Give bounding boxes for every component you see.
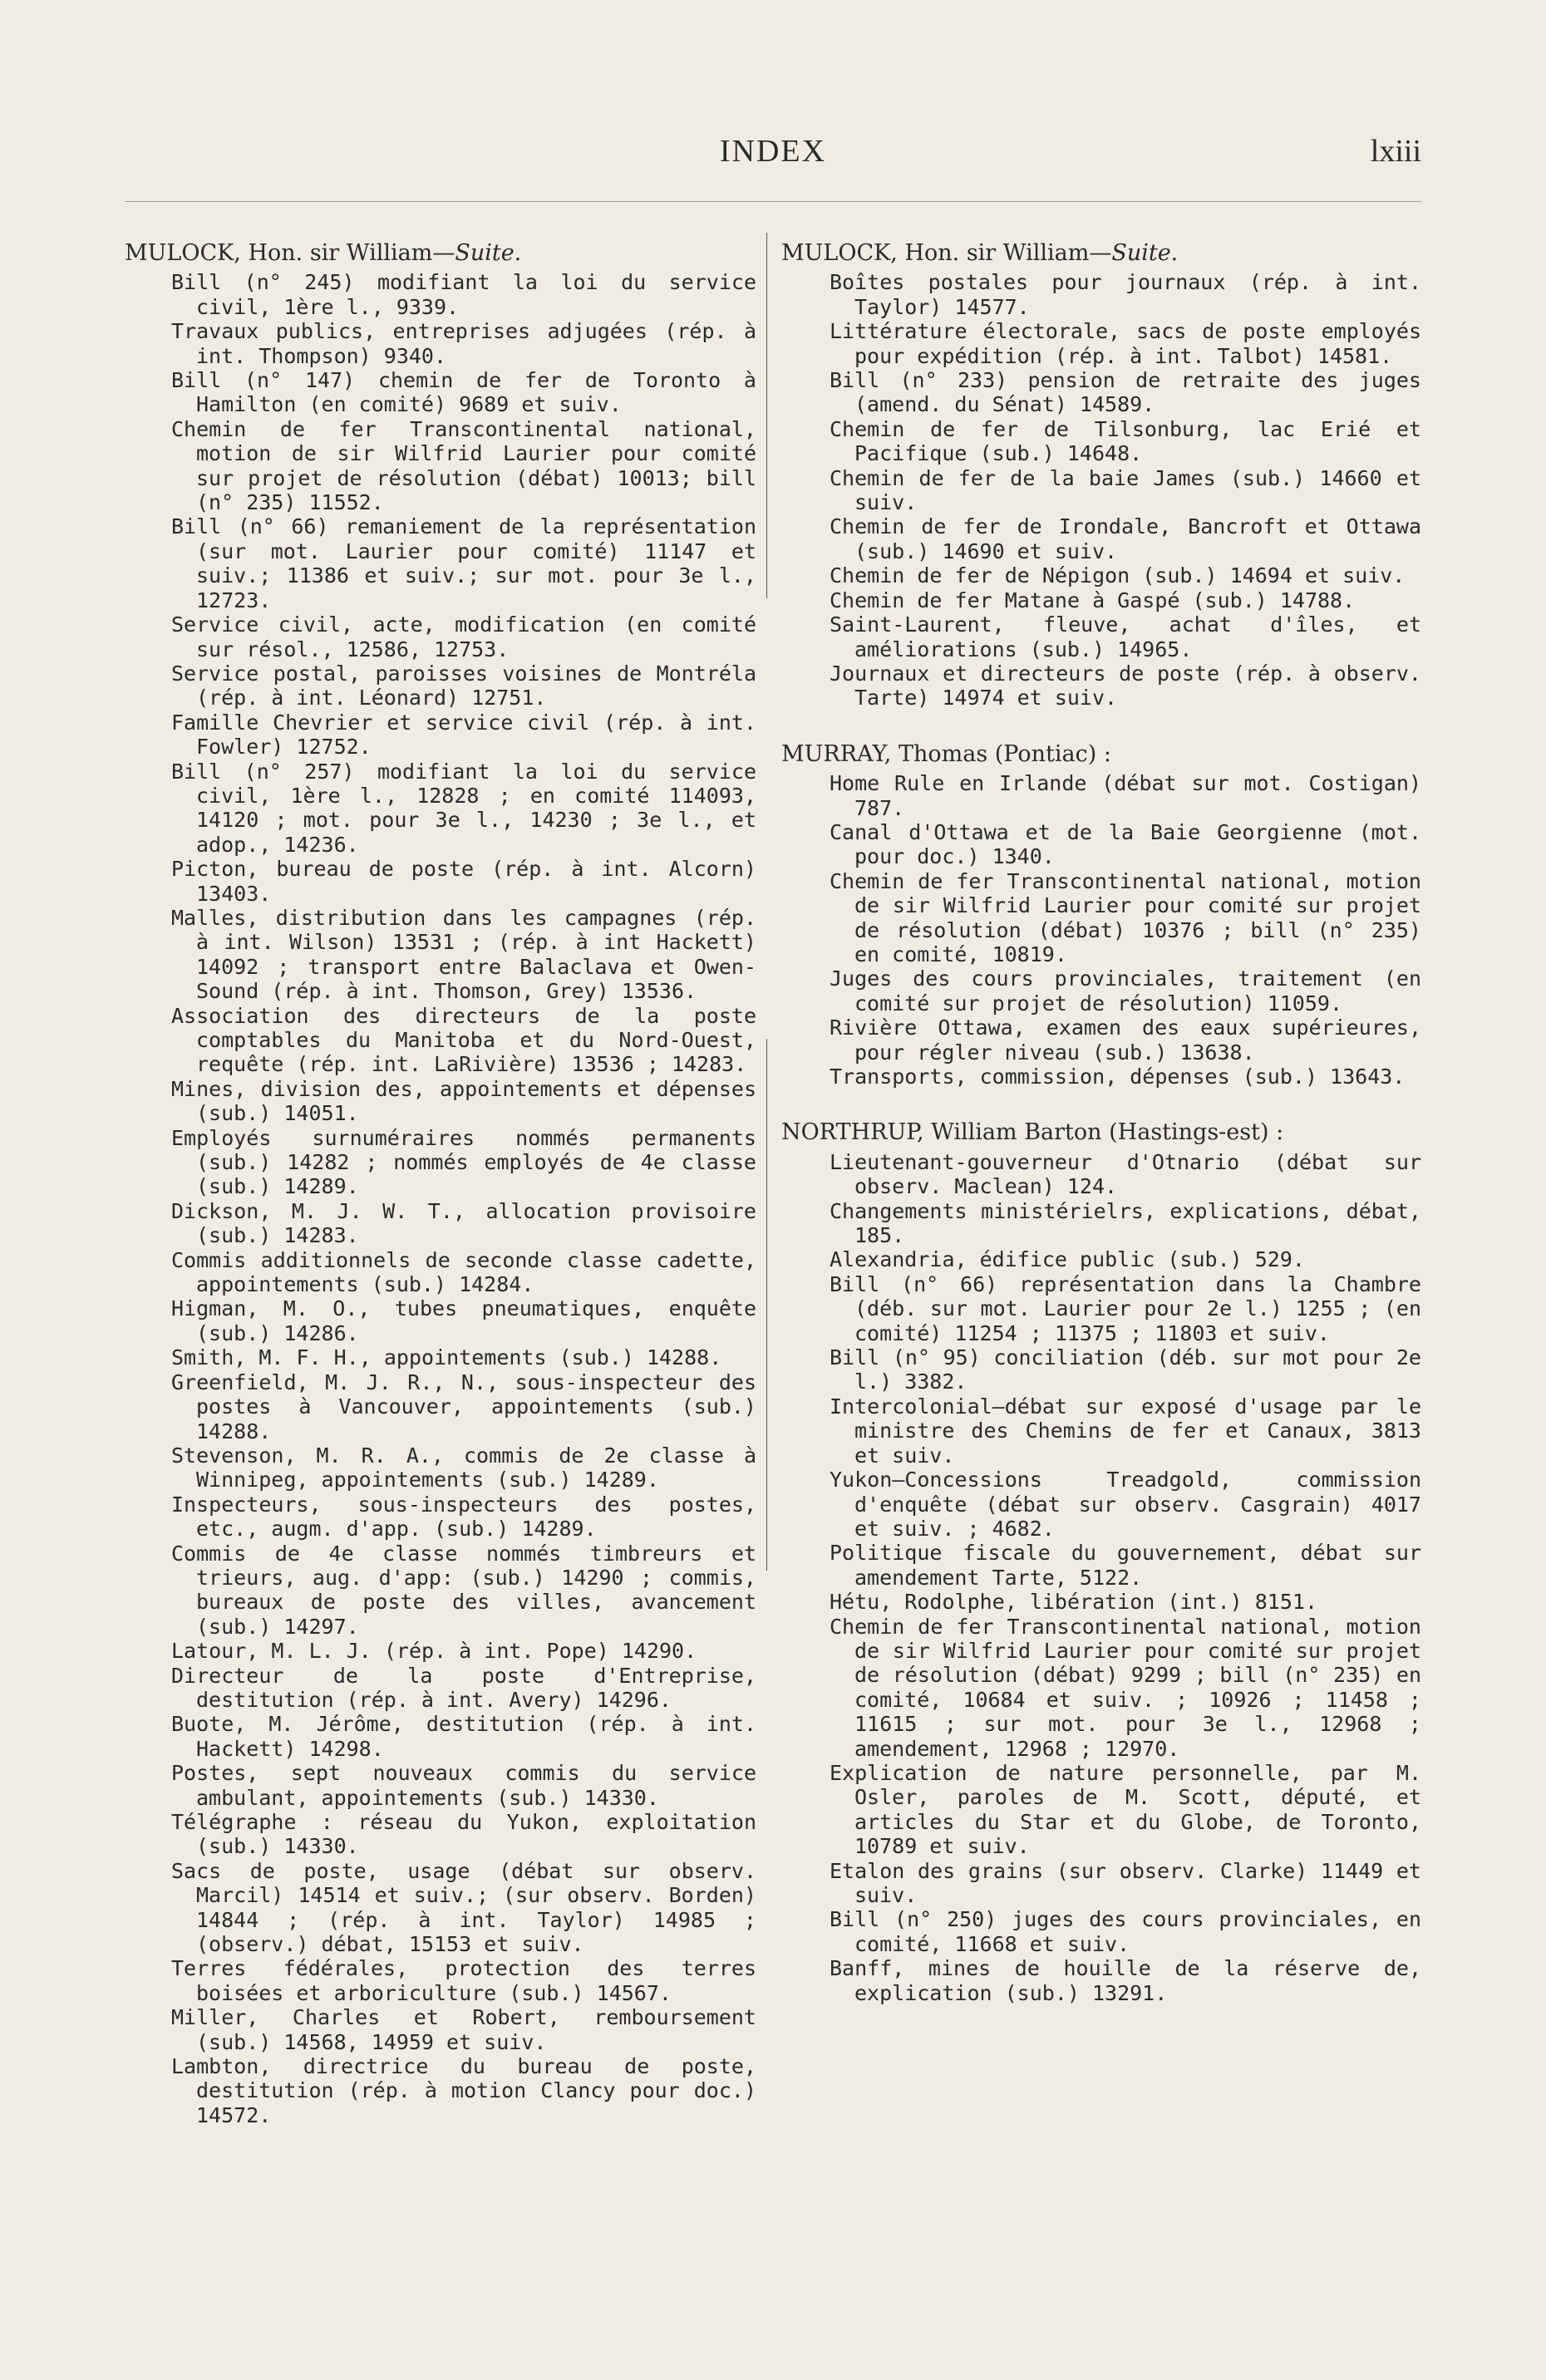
entry-name: MULOCK, Hon. sir William— [125,240,455,266]
entry-name: MULOCK, Hon. sir William— [781,240,1112,266]
index-subentry: Greenfield, M. J. R., N., sous-inspecteur des postes à Vancouver, appointements (sub.) 14288. [171,1369,756,1443]
index-subentry: Alexandria, édifice public (sub.) 529. [830,1247,1305,1272]
index-subentry: Boîtes postales pour journaux (rép. à int. Taylor) 14577. [830,270,1421,319]
index-subentry: Association des directeurs de la poste comptables du Manitoba et du Nord-Ouest, requête (rép. int. LaRivière) 13536 ; 14283. [171,1003,756,1077]
entry-suite: Suite. [1111,240,1179,266]
entry-subitems [781,270,1421,710]
index-subentry: Terres fédérales, protection des terres boisées et arboriculture (sub.) 14567. [171,1956,756,2005]
index-subentry: Explication de nature personnelle, par M. Osler, paroles de M. Scott, député, et articles du Star et du Globe, de Toronto, 10789 et suiv. [830,1760,1421,1859]
index-subentry: Chemin de fer Transcontinental national, motion de sir Wilfrid Laurier pour comité sur projet de résolution (débat) 10013; bill (n° 235) 11552. [171,416,756,515]
index-subentry: Directeur de la poste d'Entreprise, destitution (rép. à int. Avery) 14296. [171,1663,756,1712]
index-subentry: Travaux publics, entreprises adjugées (rép. à int. Thompson) 9340. [171,319,756,368]
index-subentry: Journaux et directeurs de poste (rép. à observ. Tarte) 14974 et suiv. [830,661,1421,711]
index-subentry: Postes, sept nouveaux commis du service ambulant, appointements (sub.) 14330. [171,1761,756,1810]
index-subentry: Banff, mines de houille de la réserve de, explication (sub.) 13291. [830,1956,1421,2005]
column-divider [766,233,767,598]
index-subentry: Etalon des grains (sur observ. Clarke) 11449 et suiv. [830,1858,1421,1907]
index-subentry: Inspecteurs, sous-inspecteurs des postes, etc., augm. d'app. (sub.) 14289. [171,1492,756,1542]
index-subentry: Employés surnuméraires nommés permanents (sub.) 14282 ; nommés employés de 4e classe (sub.) 14289. [171,1125,756,1199]
index-subentry: Latour, M. L. J. (rép. à int. Pope) 14290. [171,1639,697,1664]
index-subentry: Dickson, M. J. W. T., allocation provisoire (sub.) 14283. [171,1198,756,1248]
index-subentry: Service civil, acte, modification (en comité sur résol., 12586, 12753. [171,612,756,661]
index-subentry: Buote, M. Jérôme, destitution (rép. à int. Hackett) 14298. [171,1712,756,1761]
index-subentry: Saint-Laurent, fleuve, achat d'îles, et améliorations (sub.) 14965. [830,612,1421,661]
index-subentry: Bill (n° 245) modifiant la loi du service civil, 1ère l., 9339. [171,270,756,319]
entry-subitems [781,1150,1421,2005]
index-subentry: Bill (n° 233) pension de retraite des juges (amend. du Sénat) 14589. [830,368,1421,417]
index-subentry: Transports, commission, dépenses (sub.) 13643. [830,1065,1406,1089]
index-subentry: Chemin de fer Matane à Gaspé (sub.) 14788. [830,588,1356,612]
index-subentry: Yukon—Concessions Treadgold, commission d'enquête (débat sur observ. Casgrain) 4017 et suiv. ; 4682. [830,1468,1421,1541]
header-rule [125,201,1421,202]
index-subentry: Chemin de fer de Tilsonburg, lac Erié et Pacifique (sub.) 14648. [830,416,1421,466]
index-subentry: Mines, division des, appointements et dépenses (sub.) 14051. [171,1076,756,1126]
entry-heading: MURRAY, Thomas (Pontiac) : [781,740,1111,767]
index-subentry: Commis additionnels de seconde classe cadette, appointements (sub.) 14284. [171,1247,756,1297]
index-subentry: Higman, M. O., tubes pneumatiques, enquête (sub.) 14286. [171,1296,756,1345]
index-subentry: Littérature électorale, sacs de poste employés pour expédition (rép. à int. Talbot) 14581. [830,319,1421,368]
index-subentry: Home Rule en Irlande (débat sur mot. Costigan) 787. [830,771,1421,820]
left-column [125,241,756,2127]
index-subentry: Stevenson, M. R. A., commis de 2e classe à Winnipeg, appointements (sub.) 14289. [171,1443,756,1492]
entry-subitems [125,270,756,2127]
index-subentry: Sacs de poste, usage (débat sur observ. Marcil) 14514 et suiv.; (sur observ. Borden) 14844 ; (rép. à int. Taylor) 14985 ; (observ.) débat, 15153 et suiv. [171,1858,756,1957]
index-subentry: Télégraphe : réseau du Yukon, exploitation (sub.) 14330. [171,1810,756,1859]
index-subentry: Hétu, Rodolphe, libération (int.) 8151. [830,1590,1317,1615]
page-header [125,133,1421,183]
index-subentry: Chemin de fer Transcontinental national, motion de sir Wilfrid Laurier pour comité sur projet de résolution (débat) 9299 ; bill (n° 235) en comité, 10684 et suiv. ; 10926 ; 11458 ; 11615 ; sur mot. pour 3e l., 12968 ; amendement, 12968 ; 12970. [830,1614,1421,1761]
index-subentry: Chemin de fer Transcontinental national, motion de sir Wilfrid Laurier pour comité sur projet de résolution (débat) 10376 ; bill (n° 235) en comité, 10819. [830,868,1421,966]
index-subentry: Bill (n° 250) juges des cours provinciales, en comité, 11668 et suiv. [830,1907,1421,1956]
index-subentry: Bill (n° 66) remaniement de la représentation (sur mot. Laurier pour comité) 11147 et suiv.; 11386 et suiv.; sur mot. pour 3e l., 12723. [171,514,756,612]
entry-suite: Suite. [455,240,522,266]
index-subentry: Bill (n° 66) représentation dans la Chambre (déb. sur mot. Laurier pour 2e l.) 1255 ; (en comité) 11254 ; 11375 ; 11803 et suiv. [830,1271,1421,1345]
index-subentry: Bill (n° 257) modifiant la loi du service civil, 1ère l., 12828 ; en comité 114093, 14120 ; mot. pour 3e l., 14230 ; 3e l., et adop., 14236. [171,759,756,857]
index-subentry: Changements ministérielrs, explications, débat, 185. [830,1198,1421,1248]
page-title: INDEX [719,134,827,169]
index-subentry: Chemin de fer de Irondale, Bancroft et Ottawa (sub.) 14690 et suiv. [830,514,1421,563]
page-number: lxiii [1370,134,1421,169]
entry-heading [781,241,1421,265]
index-subentry: Picton, bureau de poste (rép. à int. Alcorn) 13403. [171,857,756,906]
index-subentry: Service postal, paroisses voisines de Montréla (rép. à int. Léonard) 12751. [171,661,756,711]
index-subentry: Bill (n° 147) chemin de fer de Toronto à Hamilton (en comité) 9689 et suiv. [171,368,756,417]
column-divider [766,1039,767,1571]
entry-heading [125,241,756,265]
index-subentry: Lieutenant-gouverneur d'Otnario (débat sur observ. Maclean) 124. [830,1149,1421,1199]
index-subentry: Juges des cours provinciales, traitement (en comité sur projet de résolution) 11059. [830,966,1421,1015]
index-subentry: Smith, M. F. H., appointements (sub.) 14288. [171,1345,722,1370]
right-column [781,241,1421,2005]
entry-subitems [781,771,1421,1089]
entry-heading: NORTHRUP, William Barton (Hastings-est) : [781,1119,1284,1146]
index-subentry: Politique fiscale du gouvernement, débat sur amendement Tarte, 5122. [830,1541,1421,1590]
index-subentry: Canal d'Ottawa et de la Baie Georgienne (mot. pour doc.) 1340. [830,819,1421,869]
index-subentry: Bill (n° 95) conciliation (déb. sur mot pour 2e l.) 3382. [830,1345,1421,1394]
index-subentry: Lambton, directrice du bureau de poste, destitution (rép. à motion Clancy pour doc.) 14572. [171,2054,756,2127]
index-subentry: Chemin de fer de la baie James (sub.) 14660 et suiv. [830,465,1421,515]
index-subentry: Famille Chevrier et service civil (rép. à int. Fowler) 12752. [171,710,756,760]
index-subentry: Chemin de fer de Népigon (sub.) 14694 et suiv. [830,563,1406,588]
index-subentry: Rivière Ottawa, examen des eaux supérieures, pour régler niveau (sub.) 13638. [830,1015,1421,1065]
index-subentry: Intercolonial—débat sur exposé d'usage par le ministre des Chemins de fer et Canaux, 3813 et suiv. [830,1394,1421,1468]
index-subentry: Malles, distribution dans les campagnes (rép. à int. Wilson) 13531 ; (rép. à int Hackett) 14092 ; transport entre Balaclava et Owen-Sound (rép. à int. Thomson, Grey) 13536. [171,905,756,1004]
index-subentry: Commis de 4e classe nommés timbreurs et trieurs, aug. d'app: (sub.) 14290 ; commis, bureaux de poste des villes, avancement (sub.) 14297. [171,1541,756,1639]
index-subentry: Miller, Charles et Robert, remboursement (sub.) 14568, 14959 et suiv. [171,2005,756,2054]
